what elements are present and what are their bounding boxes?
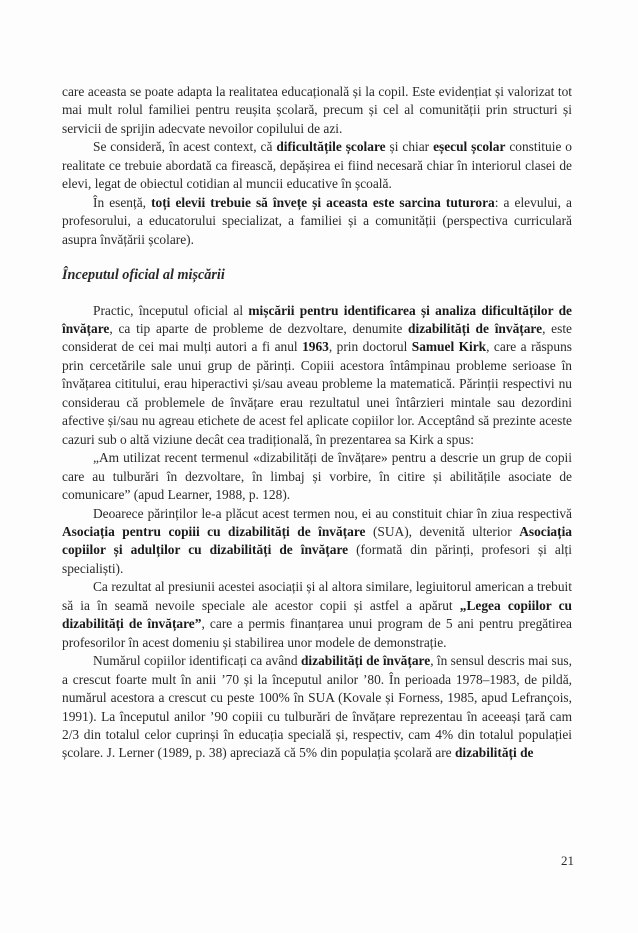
text-run: (SUA), devenită ulterior xyxy=(365,523,520,539)
text-run: (formată din părinți, profesori și alți specialiști). xyxy=(62,542,572,576)
text-run: , ca tip aparte de probleme de dezvoltare, denumite xyxy=(109,320,409,336)
text-run: În esență, xyxy=(93,194,152,210)
body-text xyxy=(62,83,572,763)
text-run: , este considerat de cei mai mulți autori a fi anul xyxy=(62,320,572,355)
bold-text: dizabilități de învățare xyxy=(408,320,543,336)
bold-text: dizabilități de învățare xyxy=(300,653,431,669)
text-run: Numărul copiilor identificați ca având xyxy=(93,653,301,669)
text-run: care aceasta se poate adapta la realitatea educațională și la copil. Este evidențiat și valorizat tot mai mult rolul familiei pentru reușita școlară, precum și cel al comunității prin structuri și servicii de sprijin adecvate nevoilor copilului de azi. xyxy=(62,84,572,136)
intro-paragraphs xyxy=(62,83,572,249)
text-run: Deoarece părinților le-a plăcut acest termen nou, ei au constituit chiar în ziua respectivă xyxy=(93,505,572,521)
bold-text: dizabilități de xyxy=(454,745,534,761)
page-number: 21 xyxy=(561,853,574,868)
text-run: constituie o realitate ce trebuie abordată ca firească, depășirea ei fiind necesară chiar în interiorul clasei de elevi, legat de obiectul cotidian al muncii educative în școală. xyxy=(62,139,572,192)
bold-text: toți elevii trebuie să învețe și aceasta este sarcina tuturora xyxy=(151,194,495,210)
section-title: Începutul oficial al mișcării xyxy=(62,267,225,284)
paragraph-p2 xyxy=(62,138,572,193)
paragraph-p5 xyxy=(62,449,572,504)
text-run: Ca rezultat al presiunii acestei asociații și al altora similare, legiuitorul american a trebuit să ia în seamă nevoile speciale ale acestor copii și astfel a apărut xyxy=(62,579,572,613)
text-run: , prin doctorul xyxy=(328,339,412,355)
text-run: , în sensul descris mai sus, a crescut foarte mult în anii ’70 și la începutul anilor ’80. În perioada 1978–1983, de pildă, numărul acestora a crescut cu peste 100% în SUA (Kovale și Forness, 1985, apud Lefrançois, 1991). La începutul anilor ’90 copiii cu tulburări de învățare reprezentau în aceeași țară cam 2/3 din totalul celor cuprinși în educația specială și, respectiv, cam 4% din totalul populației școlare. J. Lerner (1989, p. 38) apreciază că 5% din populația școlară are xyxy=(62,653,572,761)
bold-text: Asociația pentru copiii cu dizabilități de învățare xyxy=(62,523,366,539)
paragraph-p7 xyxy=(62,578,572,652)
bold-text: 1963 xyxy=(302,339,329,355)
bold-text: Samuel Kirk xyxy=(411,339,487,355)
paragraph-p4 xyxy=(62,302,572,450)
text-run: Se consideră, în acest context, că xyxy=(93,139,277,155)
paragraph-p8 xyxy=(62,652,572,763)
text-run: : a elevului, a profesorului, a educatorului specializat, a familiei și a comunității (perspectiva curriculară asupra învățării școlare). xyxy=(62,194,572,247)
paragraph-p1 xyxy=(62,83,572,138)
text-run: Practic, începutul oficial al xyxy=(93,302,249,318)
text-run: , care a permis finanțarea unui program de 5 ani pentru pregătirea profesorilor în acest domeniu și stabilirea unor modele de demonstrație. xyxy=(62,616,573,650)
paragraph-p6 xyxy=(62,505,572,579)
text-run: și chiar xyxy=(385,139,434,155)
bold-text: dificultățile școlare xyxy=(276,139,386,155)
bold-text: mișcării pentru identificarea și analiza dificultăților de învățare xyxy=(62,302,572,336)
paragraph-p3 xyxy=(62,194,572,249)
text-run: „Am utilizat recent termenul «dizabilități de învățare» pentru a descrie un grup de copii care au tulburări în dezvoltare, în limbaj și vorbire, în citire și abilitățile asociate de comunicare” (apud Learner, 1988, p. 128). xyxy=(62,450,572,503)
bold-text: „Legea copiilor cu dizabilități de învățare” xyxy=(62,597,572,632)
section-paragraphs xyxy=(62,302,572,763)
bold-text: eșecul școlar xyxy=(433,139,506,155)
bold-text: Asociația copiilor și adulților cu dizabilități de învățare xyxy=(62,523,572,558)
text-run: , care a răspuns prin cercetările sale unui grup de părinți. Copiii acestora întâmpinau probleme serioase în învățarea cititului, erau hiperactivi și/sau aveau probleme la matematică. Părinții respectivi nu considerau că problemele de învățare erau rezultatul unei întârzieri mintale sau dezordini afective și/sau nu agreau etichete de acest fel aplicate copiilor lor. Acceptând să prezinte aceste cazuri sub o altă viziune decât cea tradițională, în prezentarea sa Kirk a spus: xyxy=(62,339,572,447)
